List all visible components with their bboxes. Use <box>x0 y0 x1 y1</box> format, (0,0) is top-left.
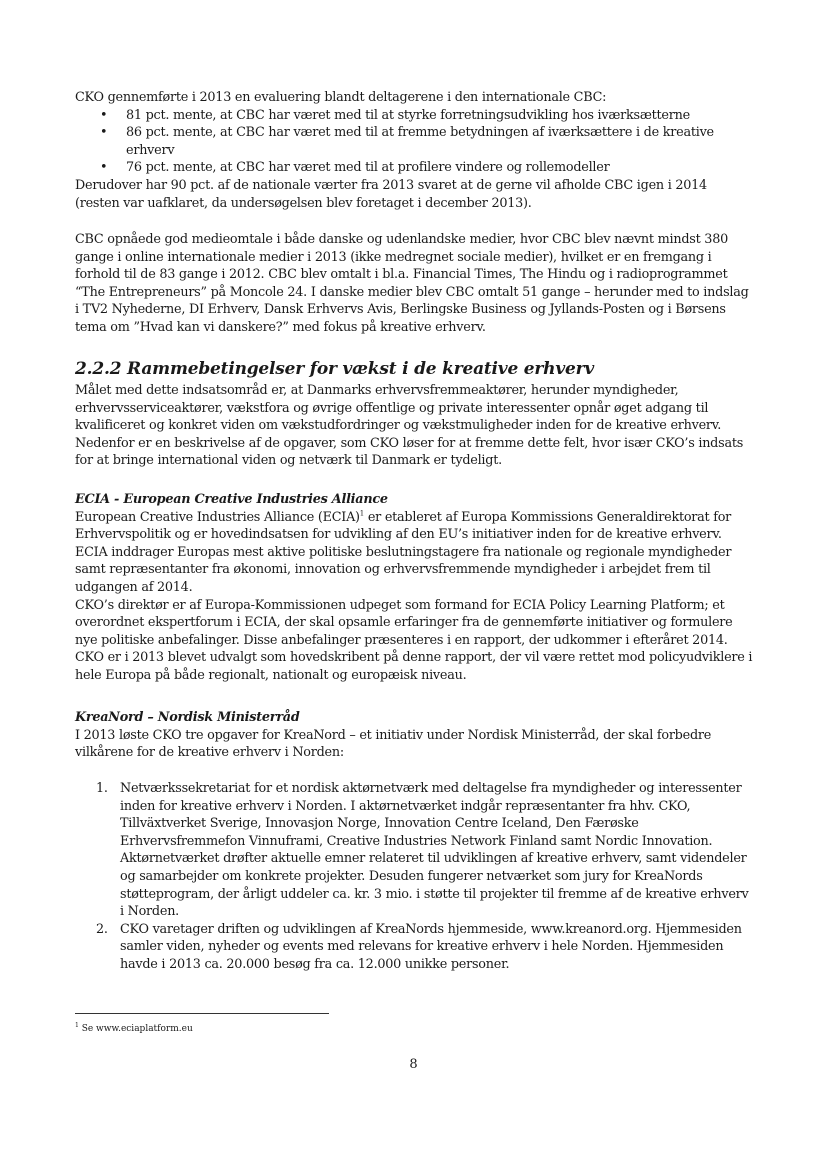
kreanord-block <box>75 709 755 762</box>
intro-block <box>75 89 755 212</box>
bullet-item: • 86 pct. mente, at CBC har været med til at fremme betydningen af iværksættere i de kreative erhverv <box>75 124 755 159</box>
footnote: $^1$ Se www.eciaplatform.eu <box>75 1022 193 1034</box>
intro-paragraph: Derudover har 90 pct. af de nationale værter fra 2013 svaret at de gerne vil afholde CBC igen i 2014 (resten var uafklaret, da undersøgelsen blev foretaget i december 2013). <box>75 177 707 211</box>
section-body-block <box>75 382 755 470</box>
bullet-item: • 76 pct. mente, at CBC har været med til at profilere vindere og rollemodeller <box>75 159 755 177</box>
media-block <box>75 231 755 337</box>
bullet-item: • 81 pct. mente, at CBC har været med til at styrke forretningsudvikling hos iværksætterne <box>75 107 755 125</box>
intro-paragraph: CKO gennemførte i 2013 en evaluering blandt deltagerene i den internationale CBC: <box>75 90 607 105</box>
footnote-ref: 1 <box>359 509 365 518</box>
ecia-heading: ECIA - European Creative Industries Alliance <box>75 492 388 507</box>
list-item: 1. Netværkssekretariat for et nordisk aktørnetværk med deltagelse fra myndigheder og interessenter inden for kreative erhverv i Norden. I aktørnetværket indgår repræsentanter fra hhv. CKO, Tillväxtverket Sverige, Innovasjon Norge, Innovation Centre Iceland, Den Færøske Erhvervsfremmefon Vinnuframi, Creative Industries Network Finland samt Nordic Innovation. Aktørnetværket drøfter aktuelle emner relateret til udviklingen af kreative erhverv, samt videndeler og samarbejder om konkrete projekter. Desuden fungerer netværket som jury for KreaNords støtteprogram, der årligt uddeler ca. kr. 3 mio. i støtte til projekter til fremme af de kreative erhverv i Norden. <box>96 781 749 920</box>
kreanord-task-list <box>75 780 755 974</box>
ecia-paragraph: CKO’s direktør er af Europa-Kommissionen udpeget som formand for ECIA Policy Learning Platform; et overordnet ekspertforum i ECIA, der skal opsamle erfaringer fra de gennemførte initiativer og formulere nye politiske anbefalinger. Disse anbefalinger præsenteres i en rapport, der udkommer i efteråret 2014. CKO er i 2013 blevet udvalgt som hovedskribent på denne rapport, der vil være rettet mod policyudviklere i hele Europa på både regionalt, nationalt og europæisk niveau. <box>75 597 753 683</box>
evaluation-bullet-list <box>75 107 755 177</box>
kreanord-list-block <box>75 780 755 974</box>
kreanord-heading: KreaNord – Nordisk Ministerråd <box>75 710 300 725</box>
ecia-block <box>75 491 755 685</box>
footnote-divider <box>75 1013 329 1014</box>
ecia-paragraph: European Creative Industries Alliance (ECIA)$^1$ er etableret af Europa Kommissions Generaldirektorat for Erhvervspolitik og er hovedindsatsen for udvikling af den EU’s initiativer inden for de kreative erhverv. ECIA inddrager Europas mest aktive politiske beslutningstagere fra nationale og regionale myndigheder samt repræsentanter fra økonomi, innovation og erhvervsfremmende myndigheder i arbejdet frem til udgangen af 2014. <box>75 509 732 595</box>
section-heading: 2.2.2 Rammebetingelser for vækst i de kreative erhverv <box>75 359 595 379</box>
media-paragraph: CBC opnåede god medieomtale i både danske og udenlandske medier, hvor CBC blev nævnt mindst 380 gange i online internationale medier i 2013 (ikke medregnet sociale medier), hvilket er en fremgang i forhold til de 83 gange i 2012. CBC blev omtalt i bl.a. Financial Times, The Hindu og i radioprogrammet “The Entrepreneurs” på Moncole 24. I danske medier blev CBC omtalt 51 gange – herunder med to indslag i TV2 Nyhederne, DI Erhverv, Dansk Erhvervs Avis, Berlingske Business og Jyllands-Posten og i Børsens tema om ”Hvad kan vi danskere?” med fokus på kreative erhverv. <box>75 232 749 335</box>
kreanord-intro: I 2013 løste CKO tre opgaver for KreaNord – et initiativ under Nordisk Ministerråd, der skal forbedre vilkårene for de kreative erhverv i Norden: <box>75 727 712 761</box>
section-body: Målet med dette indsatsområd er, at Danmarks erhvervsfremmeaktører, herunder myndigheder, erhvervsserviceaktører, vækstfora og øvrige offentlige og private interessenter opnår øget adgang til kvalificeret og konkret viden om vækstudfordringer og vækstmuligheder inden for de kreative erhverv. Nedenfor er en beskrivelse af de opgaver, som CKO løser for at fremme dette felt, hvor især CKO’s indsats for at bringe international viden og netværk til Danmark er tydeligt. <box>75 383 744 469</box>
list-item: 2. CKO varetager driften og udviklingen af KreaNords hjemmeside, www.kreanord.org. Hjemmesiden samler viden, nyheder og events med relevans for kreative erhverv i hele Norden. Hjemmesiden havde i 2013 ca. 20.000 besøg fra ca. 12.000 unikke personer. <box>96 921 742 972</box>
page-number: 8 <box>409 1057 418 1072</box>
